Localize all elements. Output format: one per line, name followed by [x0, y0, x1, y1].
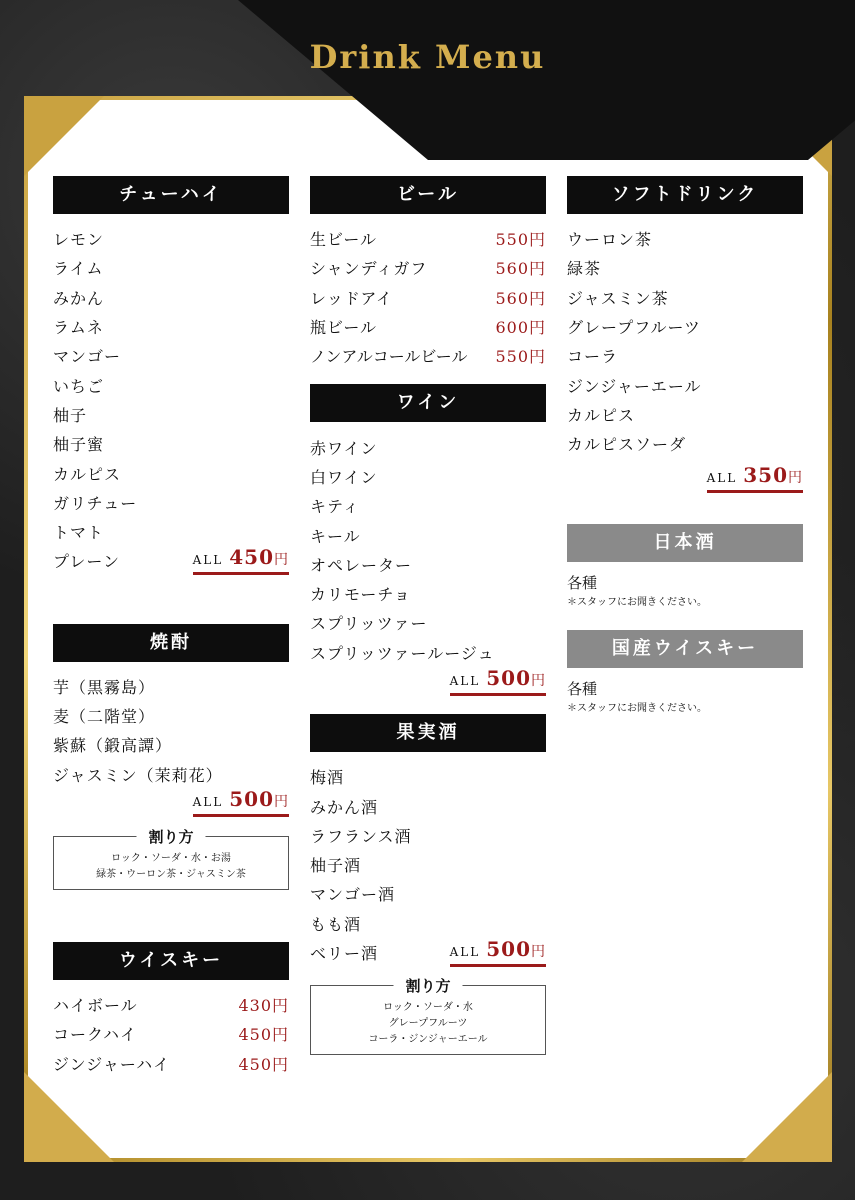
domestic-whisky-text: 各種: [567, 679, 598, 698]
list-item: ジンジャーハイ 450円: [53, 1054, 289, 1074]
all-price-fruit-liquor: ALL 500円: [450, 939, 546, 967]
list-item: 柚子蜜: [53, 435, 105, 455]
all-price-shochu: ALL 500円: [193, 789, 289, 817]
list-item: スプリッツァー: [310, 614, 428, 634]
list-item: 柚子酒: [310, 856, 362, 876]
section-header-beer: ビール: [310, 176, 546, 214]
mixer-box-body: ロック・ソーダ・水・お湯 緑茶・ウーロン茶・ジャスミン茶: [96, 853, 246, 881]
list-item: マンゴー酒: [310, 885, 396, 905]
all-price-row: [53, 789, 289, 818]
column-middle: [310, 176, 546, 1055]
list-item: レッドアイ 560円: [310, 288, 546, 308]
soft-drink-list: [567, 224, 803, 494]
list-item: ハイボール 430円: [53, 996, 289, 1016]
section-header-whisky: ウイスキー: [53, 942, 289, 980]
list-item: コーラ: [567, 347, 619, 367]
mixer-box-fruit-liquor: [310, 977, 546, 1055]
list-item: プレーン ALL 450円: [53, 546, 289, 575]
list-item: ジャスミン茶: [567, 288, 669, 308]
list-item: みかん酒: [310, 797, 379, 817]
list-item: スプリッツァールージュ: [310, 643, 495, 663]
whisky-list: [53, 990, 289, 1078]
list-item: ラムネ: [53, 318, 104, 338]
list-item: ジンジャーエール: [567, 376, 702, 396]
list-item: いちご: [53, 376, 105, 396]
list-item: カルピス: [53, 464, 122, 484]
all-price-wine: ALL 500円: [450, 668, 546, 696]
list-item: カルピス: [567, 405, 636, 425]
mixer-box-shochu: [53, 828, 289, 890]
list-item: 瓶ビール 600円: [310, 318, 546, 338]
section-header-soft-drink: ソフトドリンク: [567, 176, 803, 214]
list-item: マンゴー: [53, 347, 122, 367]
list-item: キール: [310, 526, 361, 546]
list-item: オペレーター: [310, 555, 413, 575]
fruit-liquor-list: [310, 762, 546, 967]
list-item: 赤ワイン: [310, 438, 378, 458]
all-price-soft-drink: ALL 350円: [707, 465, 803, 493]
list-item: 紫蘇（鍛高譚）: [53, 736, 173, 756]
list-item: ジャスミン（茉莉花）: [53, 765, 223, 785]
section-header-wine: ワイン: [310, 384, 546, 422]
list-item: 生ビール 550円: [310, 230, 546, 250]
title-banner: [238, 0, 855, 160]
all-price-row: [310, 667, 546, 696]
column-left: [53, 176, 289, 1078]
domestic-whisky-note: ＊スタッフにお聞きください。: [567, 702, 707, 714]
list-item: 白ワイン: [310, 467, 378, 487]
chuhai-list: [53, 224, 289, 576]
gold-corner-bottom-right: [742, 1072, 832, 1162]
list-item: もも酒: [310, 914, 362, 934]
gold-corner-bottom-left: [24, 1072, 114, 1162]
list-item: シャンディガフ 560円: [310, 259, 546, 279]
list-item: 柚子: [53, 405, 88, 425]
wine-list: [310, 432, 546, 696]
beer-list: [310, 224, 546, 370]
list-item: ウーロン茶: [567, 230, 653, 250]
mixer-box-title: 割り方: [393, 975, 462, 996]
list-item: 緑茶: [567, 259, 602, 279]
sake-note: ＊スタッフにお聞きください。: [567, 596, 707, 608]
section-header-domestic-whisky: 国産ウイスキー: [567, 630, 803, 668]
shochu-list: [53, 672, 289, 818]
list-item: 麦（二階堂）: [53, 707, 156, 726]
list-item: ベリー酒 ALL 500円: [310, 938, 546, 967]
list-item: ノンアルコールビール 550円: [310, 347, 546, 367]
page-title: Drink Menu: [309, 38, 546, 76]
list-item: 梅酒: [310, 768, 345, 788]
mixer-box-body: ロック・ソーダ・水 グレープフルーツ コーラ・ジンジャーエール: [368, 1002, 488, 1046]
list-item: ラフランス酒: [310, 826, 412, 846]
column-right: [567, 176, 803, 714]
list-item: 芋（黒霧島）: [53, 677, 156, 697]
list-item: レモン: [53, 230, 105, 250]
sake-text: 各種: [567, 573, 598, 592]
list-item: トマト: [53, 523, 105, 543]
all-price-chuhai: ALL 450円: [193, 547, 289, 575]
section-header-shochu: 焼酎: [53, 624, 289, 662]
section-header-fruit-liquor: 果実酒: [310, 714, 546, 752]
gold-corner-top-left: [24, 96, 104, 176]
mixer-box-title: 割り方: [136, 826, 205, 847]
list-item: コークハイ 450円: [53, 1025, 289, 1045]
list-item: みかん: [53, 288, 105, 308]
list-item: カルピスソーダ: [567, 435, 687, 455]
list-item: ガリチュー: [53, 493, 138, 513]
section-header-sake: 日本酒: [567, 524, 803, 562]
section-header-chuhai: チューハイ: [53, 176, 289, 214]
list-item: ライム: [53, 259, 104, 279]
all-price-row: [567, 464, 803, 493]
list-item: カリモーチョ: [310, 585, 411, 605]
list-item: キティ: [310, 497, 360, 517]
list-item: グレープフルーツ: [567, 318, 701, 338]
